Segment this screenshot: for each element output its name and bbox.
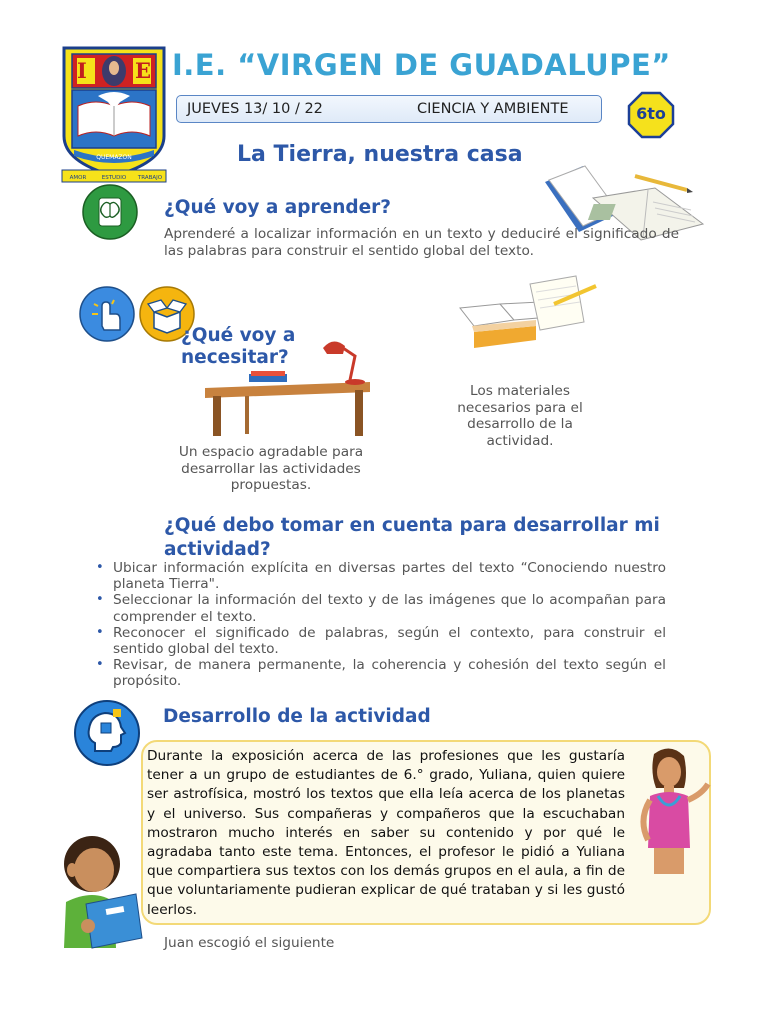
crest-letter-e: E	[135, 58, 152, 83]
development-heading: Desarrollo de la actividad	[163, 706, 431, 727]
boy-reading-illustration	[52, 828, 144, 950]
date-label: JUEVES 13/ 10 / 22	[187, 101, 323, 117]
svg-text:QUEMAZON: QUEMAZON	[96, 154, 132, 161]
svg-text:AMOR: AMOR	[69, 175, 87, 181]
learn-text: Aprenderé a localizar información en un texto y deduciré el significado de las palabras para construir el sentido global del texto.	[164, 226, 679, 259]
list-item: • Ubicar información explícita en diversas partes del texto “Conociendo nuestro planeta Tierra".	[96, 560, 666, 592]
school-crest-logo	[58, 44, 170, 186]
svg-text:TRABAJO: TRABAJO	[137, 175, 163, 181]
touch-hand-icon	[76, 286, 138, 342]
consider-list	[96, 560, 666, 690]
brain-icon	[78, 184, 142, 240]
grade-label: 6to	[636, 104, 666, 123]
date-subject-bar	[176, 95, 602, 123]
story-text: Durante la exposición acerca de las profesiones que les gustaría tener a un grupo de estudiantes de 6.° grado, Yuliana, quien quiere ser astrofísica, mostró los textos que ella leía acerca de los planetas y el universo. Sus compañeras y compañeros que la escuchaban mostraron mucho interés en saber su contenido y por qué le agradaba tanto este tema. Entonces, el profesor le pidió a Yuliana que compartiera sus textos con los demás grupos en el aula, a fin de que voluntariamente pudieran explicar de qué trataban y si les gustó leerlos.	[147, 748, 625, 918]
subject-label: CIENCIA Y AMBIENTE	[417, 101, 569, 117]
books-paper-illustration	[456, 274, 606, 354]
need-heading: ¿Qué voy a necesitar?	[181, 325, 296, 368]
list-item: • Revisar, de manera permanente, la coherencia y cohesión del texto según el propósito.	[96, 657, 666, 689]
lesson-title: La Tierra, nuestra casa	[237, 142, 523, 167]
school-name: I.E. “VIRGEN DE GUADALUPE”	[172, 48, 671, 82]
svg-text:ESTUDIO: ESTUDIO	[101, 175, 127, 181]
crest-letter-i: I	[77, 58, 87, 83]
need-item-space: Un espacio agradable para desarrollar las actividades propuestas.	[178, 444, 364, 493]
puzzle-head-icon	[73, 699, 141, 767]
list-item: • Seleccionar la información del texto y de las imágenes que lo acompañan para comprender el texto.	[96, 592, 666, 624]
girl-illustration	[624, 744, 714, 876]
list-item: • Reconocer el significado de palabras, según el contexto, para construir el sentido global del texto.	[96, 625, 666, 657]
need-item-materials: Los materiales necesarios para el desarrollo de la actividad.	[457, 383, 583, 449]
learn-heading: ¿Qué voy a aprender?	[164, 197, 392, 218]
consider-heading: ¿Qué debo tomar en cuenta para desarrollar mi actividad?	[164, 515, 660, 560]
footer-text: Juan escogió el siguiente	[164, 935, 335, 951]
